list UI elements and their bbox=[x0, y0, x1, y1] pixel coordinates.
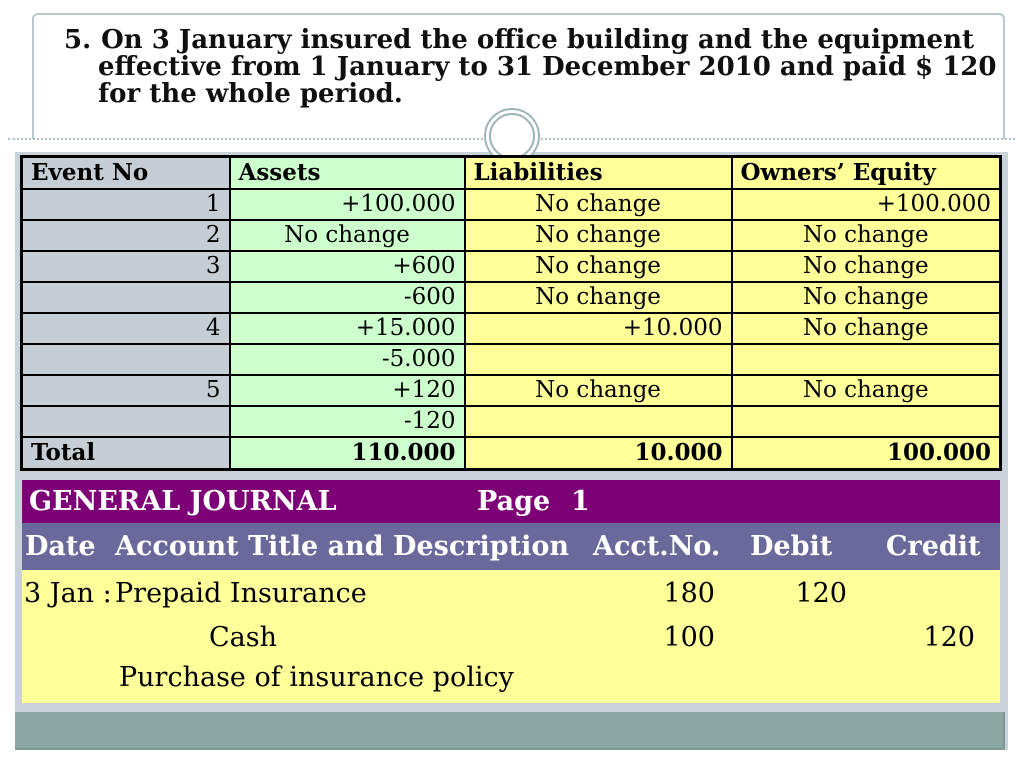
cell-equity: No change bbox=[732, 375, 1001, 406]
cell-event bbox=[22, 344, 230, 375]
cell-liab: No change bbox=[465, 251, 732, 282]
title-line: effective from 1 January to 31 December 2010 and paid $ 120 bbox=[98, 52, 997, 82]
col-header-liabilities: Liabilities bbox=[465, 157, 732, 189]
cell-equity bbox=[732, 344, 1001, 375]
cell-assets: +100.000 bbox=[230, 189, 465, 220]
cell-assets: +600 bbox=[230, 251, 465, 282]
cell-equity: No change bbox=[732, 220, 1001, 251]
cell-assets: -600 bbox=[230, 282, 465, 313]
cell-assets: +120 bbox=[230, 375, 465, 406]
table-row bbox=[22, 375, 1001, 406]
cell-liab: No change bbox=[465, 282, 732, 313]
title-line: for the whole period. bbox=[98, 79, 403, 109]
cell-assets: -5.000 bbox=[230, 344, 465, 375]
entry-debit-acct-no: 180 bbox=[663, 578, 715, 609]
table-total-row bbox=[22, 437, 1001, 470]
entry-credit-acct-no: 100 bbox=[663, 622, 715, 653]
table-row bbox=[22, 251, 1001, 282]
cell-event bbox=[22, 282, 230, 313]
entry-date: 3 Jan : bbox=[24, 578, 112, 609]
cell-assets: +15.000 bbox=[230, 313, 465, 344]
slide-title bbox=[34, 15, 1003, 108]
journal-page-label: Page bbox=[477, 486, 551, 517]
cell-event: 5 bbox=[22, 375, 230, 406]
total-equity: 100.000 bbox=[732, 437, 1001, 470]
journal-col-credit: Credit bbox=[886, 531, 981, 562]
entry-debit-amount: 120 bbox=[795, 578, 847, 609]
table-row bbox=[22, 406, 1001, 437]
table-row bbox=[22, 220, 1001, 251]
journal-col-date: Date bbox=[25, 531, 96, 562]
entry-debit-account: Prepaid Insurance bbox=[115, 578, 367, 609]
journal-col-debit: Debit bbox=[750, 531, 833, 562]
cell-event: 4 bbox=[22, 313, 230, 344]
cell-assets: No change bbox=[230, 220, 465, 251]
cell-assets: -120 bbox=[230, 406, 465, 437]
journal-title-bar bbox=[22, 480, 1000, 523]
total-liabilities: 10.000 bbox=[465, 437, 732, 470]
general-journal bbox=[22, 480, 1000, 703]
total-label: Total bbox=[22, 437, 230, 470]
entry-credit-amount: 120 bbox=[923, 622, 975, 653]
table-header-row bbox=[22, 157, 1001, 189]
journal-entries bbox=[22, 570, 1000, 703]
footer-band bbox=[15, 712, 1005, 750]
journal-col-account: Account Title and Description bbox=[115, 531, 569, 562]
table-row bbox=[22, 189, 1001, 220]
journal-page-number: 1 bbox=[571, 486, 590, 517]
cell-event: 1 bbox=[22, 189, 230, 220]
cell-equity: No change bbox=[732, 251, 1001, 282]
cell-liab: +10.000 bbox=[465, 313, 732, 344]
cell-event: 3 bbox=[22, 251, 230, 282]
cell-equity bbox=[732, 406, 1001, 437]
cell-liab: No change bbox=[465, 220, 732, 251]
cell-equity: No change bbox=[732, 313, 1001, 344]
col-header-owners-equity: Owners’ Equity bbox=[732, 157, 1001, 189]
cell-liab bbox=[465, 344, 732, 375]
cell-liab: No change bbox=[465, 375, 732, 406]
journal-title: GENERAL JOURNAL bbox=[29, 486, 337, 517]
entry-credit-account: Cash bbox=[209, 622, 278, 653]
table-row bbox=[22, 313, 1001, 344]
total-assets: 110.000 bbox=[230, 437, 465, 470]
title-line: On 3 January insured the office building and the equipment bbox=[101, 25, 975, 55]
cell-equity: No change bbox=[732, 282, 1001, 313]
binder-ring-inner-circle bbox=[489, 113, 535, 159]
cell-liab: No change bbox=[465, 189, 732, 220]
cell-event bbox=[22, 406, 230, 437]
col-header-event-no: Event No bbox=[22, 157, 230, 189]
table-row bbox=[22, 344, 1001, 375]
title-number: 5. bbox=[64, 25, 92, 55]
table-row bbox=[22, 282, 1001, 313]
cell-event: 2 bbox=[22, 220, 230, 251]
journal-header-row bbox=[22, 523, 1000, 570]
accounting-equation-table bbox=[20, 155, 1002, 471]
cell-liab bbox=[465, 406, 732, 437]
entry-description: Purchase of insurance policy bbox=[119, 662, 514, 693]
journal-col-acct-no: Acct.No. bbox=[593, 531, 721, 562]
col-header-assets: Assets bbox=[230, 157, 465, 189]
cell-equity: +100.000 bbox=[732, 189, 1001, 220]
